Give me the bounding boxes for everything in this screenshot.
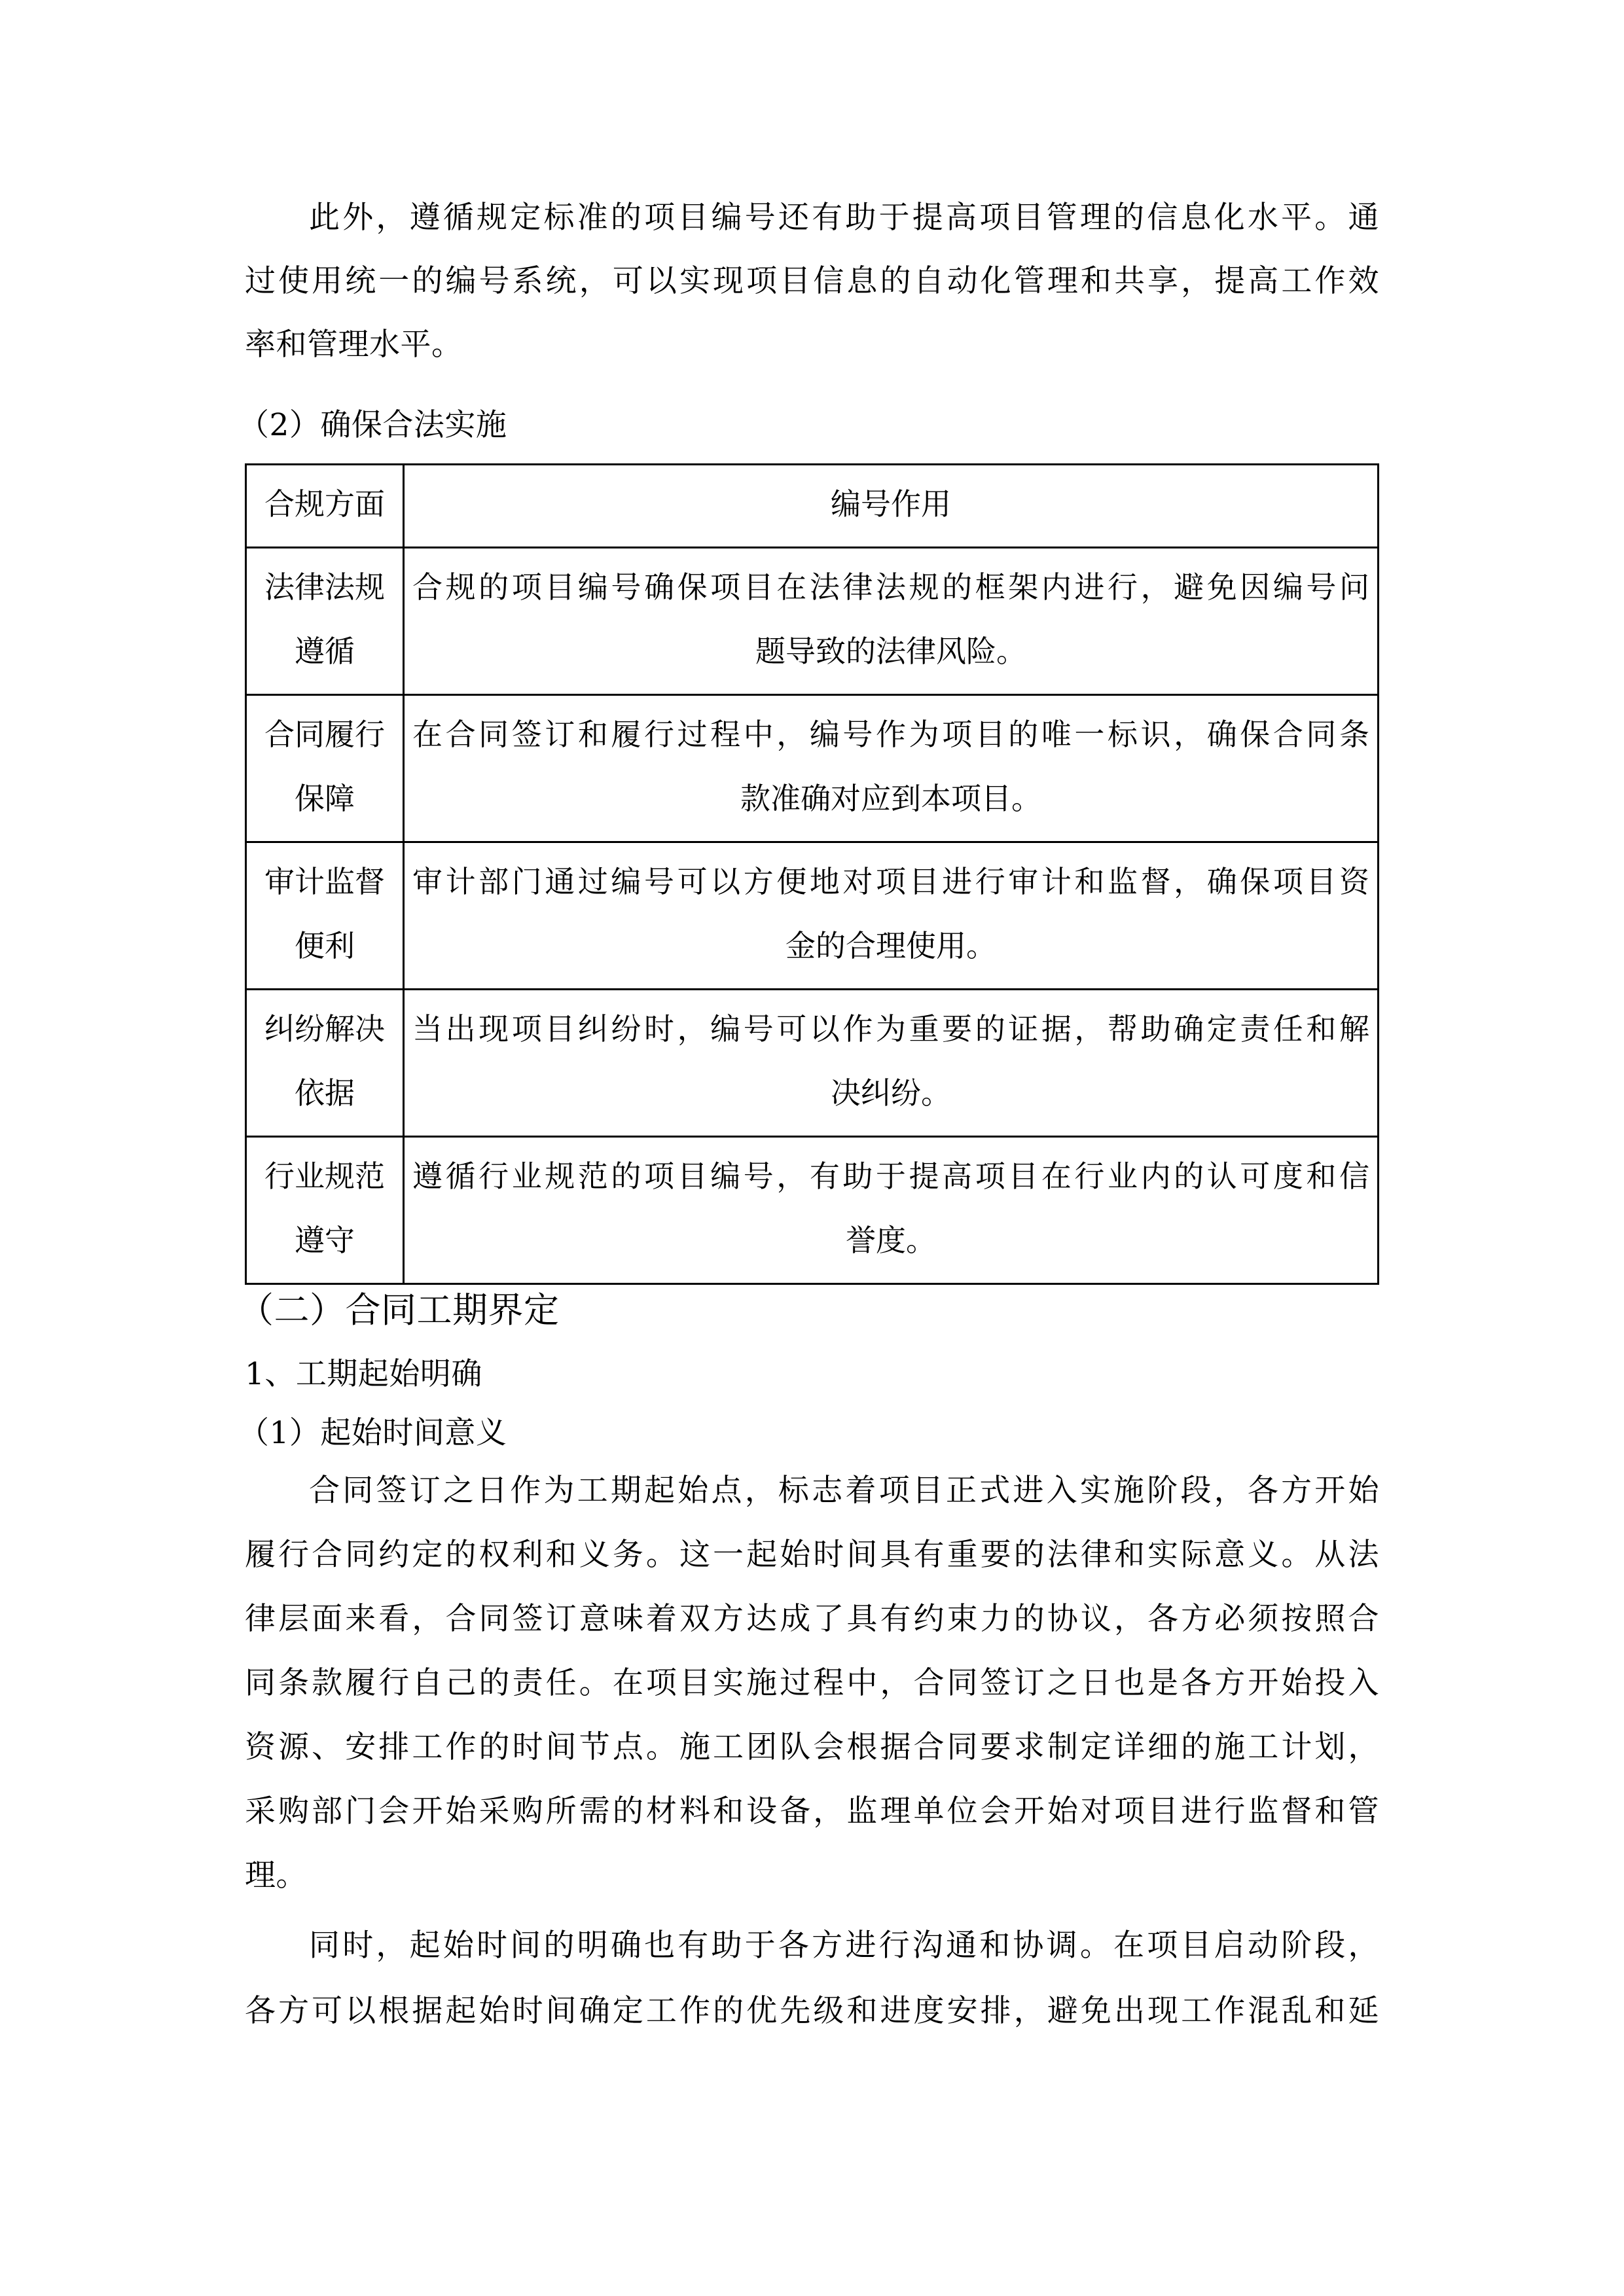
paragraph-line: 各方可以根据起始时间确定工作的优先级和进度安排，避免出现工作混乱和延 [245, 1993, 1379, 2029]
section-heading-contract-period: （二）合同工期界定 [238, 1289, 560, 1331]
paragraph-line: 理。 [245, 1857, 307, 1893]
cell-aspect: 审计监督 便利 [246, 842, 404, 990]
table-row [246, 842, 1379, 990]
subheading-start-meaning: （1）起始时间意义 [238, 1415, 507, 1451]
paragraph-line: 同条款履行自己的责任。在项目实施过程中，合同签订之日也是各方开始投入 [245, 1665, 1379, 1701]
cell-aspect: 行业规范 遵守 [246, 1137, 404, 1284]
cell-aspect: 合同履行 保障 [246, 695, 404, 842]
header-aspect: 合规方面 [246, 465, 404, 548]
subheading-ensure-legal: （2）确保合法实施 [238, 407, 507, 443]
paragraph-line: 率和管理水平。 [245, 327, 463, 363]
cell-role: 当出现项目纠纷时，编号可以作为重要的证据，帮助确定责任和解 决纠纷。 [404, 990, 1379, 1137]
cell-role: 审计部门通过编号可以方便地对项目进行审计和监督，确保项目资 金的合理使用。 [404, 842, 1379, 990]
table-header-row [246, 465, 1379, 548]
cell-aspect: 法律法规 遵循 [246, 548, 404, 695]
table-row [246, 1137, 1379, 1284]
cell-role: 合规的项目编号确保项目在法律法规的框架内进行，避免因编号问 题导致的法律风险。 [404, 548, 1379, 695]
compliance-table [245, 463, 1379, 1285]
table-row [246, 695, 1379, 842]
cell-role: 在合同签订和履行过程中，编号作为项目的唯一标识，确保合同条 款准确对应到本项目。 [404, 695, 1379, 842]
paragraph-line: 采购部门会开始采购所需的材料和设备，监理单位会开始对项目进行监督和管 [245, 1793, 1379, 1829]
paragraph-line: 合同签订之日作为工期起始点，标志着项目正式进入实施阶段，各方开始 [309, 1473, 1379, 1509]
paragraph-line: 履行合同约定的权利和义务。这一起始时间具有重要的法律和实际意义。从法 [245, 1537, 1379, 1573]
table-row [246, 548, 1379, 695]
paragraph-line: 资源、安排工作的时间节点。施工团队会根据合同要求制定详细的施工计划， [245, 1729, 1379, 1765]
paragraph-line: 此外，遵循规定标准的项目编号还有助于提高项目管理的信息化水平。通 [309, 200, 1379, 236]
cell-aspect: 纠纷解决 依据 [246, 990, 404, 1137]
heading-start-clarity: 1、工期起始明确 [245, 1356, 482, 1392]
cell-role: 遵循行业规范的项目编号，有助于提高项目在行业内的认可度和信 誉度。 [404, 1137, 1379, 1284]
paragraph-line: 律层面来看，合同签订意味着双方达成了具有约束力的协议，各方必须按照合 [245, 1601, 1379, 1637]
paragraph-line: 过使用统一的编号系统，可以实现项目信息的自动化管理和共享，提高工作效 [245, 263, 1379, 299]
header-role: 编号作用 [404, 465, 1379, 548]
paragraph-line: 同时，起始时间的明确也有助于各方进行沟通和协调。在项目启动阶段， [309, 1928, 1379, 1964]
table-row [246, 990, 1379, 1137]
